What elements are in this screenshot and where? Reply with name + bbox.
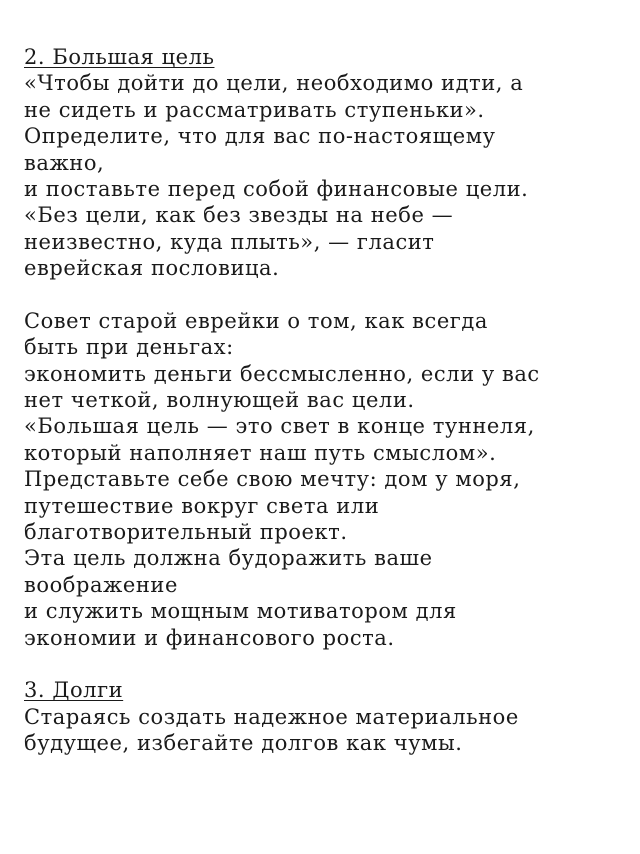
text-line: путешествие вокруг света или [24, 493, 380, 518]
text-line: быть при деньгах: [24, 335, 234, 360]
text-line: будущее, избегайте долгов как чумы. [24, 731, 463, 756]
text-line: благотворительный проект. [24, 520, 348, 545]
section-gap [24, 651, 624, 677]
text-line: и поставьте перед собой финансовые цели. [24, 176, 529, 201]
section-big-goal [24, 44, 624, 651]
text-line: «Чтобы дойти до цели, необходимо идти, а [24, 71, 524, 96]
text-line: и служить мощным мотиватором для [24, 599, 457, 624]
text-line: Совет старой еврейки о том, как всегда [24, 308, 488, 333]
text-line: Представьте себе свою мечту: дом у моря, [24, 467, 521, 492]
paragraph-gap [24, 282, 624, 308]
paragraph [24, 70, 624, 281]
section-heading: 3. Долги [24, 678, 124, 703]
text-line: Стараясь создать надежное материальное [24, 704, 519, 729]
text-line: воображение [24, 572, 178, 597]
text-line: еврейская пословица. [24, 256, 280, 281]
document-page [24, 44, 624, 757]
text-line: который наполняет наш путь смыслом». [24, 440, 497, 465]
text-line: экономить деньги бессмысленно, если у вас [24, 361, 540, 386]
text-line: экономии и финансового роста. [24, 625, 395, 650]
text-line: «Большая цель — это свет в конце туннеля, [24, 414, 535, 439]
section-heading: 2. Большая цель [24, 45, 215, 69]
text-line: нет четкой, волнующей вас цели. [24, 388, 415, 413]
paragraph [24, 308, 624, 651]
section-debts [24, 677, 624, 756]
text-line: Определите, что для вас по-настоящему [24, 124, 496, 149]
text-line: важно, [24, 150, 105, 175]
text-line: не сидеть и рассматривать ступеньки». [24, 97, 485, 122]
text-line: «Без цели, как без звезды на небе — [24, 203, 454, 228]
paragraph [24, 704, 624, 757]
text-line: Эта цель должна будоражить ваше [24, 546, 433, 571]
text-line: неизвестно, куда плыть», — гласит [24, 229, 435, 254]
